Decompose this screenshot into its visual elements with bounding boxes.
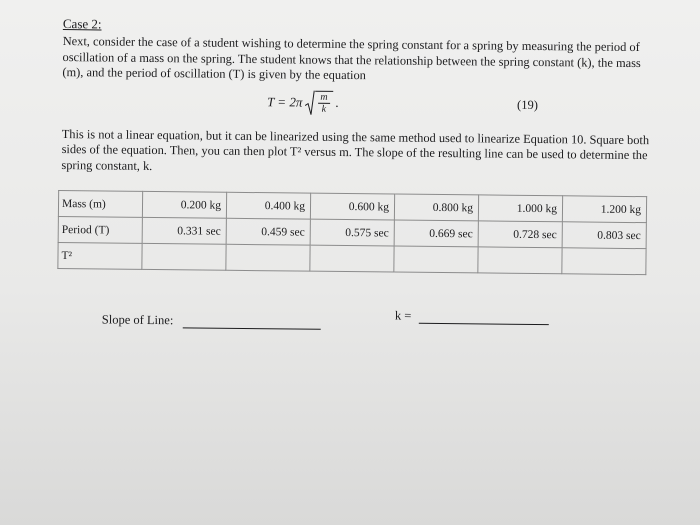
worksheet [56, 16, 658, 328]
mass-cell: 0.600 kg [310, 193, 394, 220]
equation-denominator: k [321, 103, 327, 115]
radical-sign-icon [305, 89, 315, 115]
period-cell: 0.459 sec [226, 218, 310, 245]
slope-field [102, 312, 321, 329]
period-cell: 0.575 sec [310, 219, 394, 246]
mass-cell: 1.000 kg [478, 195, 562, 222]
t-squared-cell[interactable] [226, 244, 310, 271]
period-cell: 0.331 sec [142, 217, 226, 244]
slope-answer-line[interactable] [182, 327, 320, 329]
t-squared-label: T² [58, 243, 142, 270]
period-label: Period (T) [58, 217, 142, 244]
intro-paragraph: Next, consider the case of a student wishing to determine the spring constant for a spring by measuring the period of oscillation of a mass on the spring. The student knows that the relationship between the spring constant (k), the mass (m), and the period of oscillation (T) is given by the equation [62, 34, 641, 83]
mass-cell: 0.200 kg [142, 191, 226, 218]
equation-number: (19) [517, 97, 539, 112]
mass-cell: 1.200 kg [562, 196, 646, 223]
mass-cell: 0.800 kg [394, 194, 478, 221]
period-cell: 0.803 sec [562, 222, 646, 249]
data-table [57, 190, 647, 275]
t-squared-cell[interactable] [478, 247, 562, 274]
slope-label: Slope of Line: [101, 312, 174, 328]
square-root: $\frac{m}{k}$ . [305, 89, 339, 115]
equation-row [57, 82, 657, 132]
t-squared-cell[interactable] [310, 245, 394, 272]
t-squared-cell[interactable] [142, 243, 226, 270]
explanation-paragraph: This is not a linear equation, but it can be linearized using the same method used to linearize Equation 10. Square both sides of the equation. Then, you can then plot T² versus m. The slope of the resulting line can be used to determine the spring constant, k. [61, 126, 650, 173]
equation-numerator: m [318, 91, 329, 103]
case-heading: Case 2: [62, 16, 102, 32]
k-label: k = [394, 308, 412, 323]
t-squared-row [58, 243, 646, 275]
t-squared-cell[interactable] [394, 246, 478, 273]
mass-cell: 0.400 kg [226, 192, 310, 219]
k-answer-line[interactable] [418, 323, 548, 325]
t-squared-cell[interactable] [562, 248, 646, 275]
k-field [395, 309, 549, 326]
period-equation [267, 89, 339, 116]
equation-lhs: T = 2π [267, 93, 303, 110]
period-cell: 0.669 sec [394, 220, 478, 247]
mass-label: Mass (m) [58, 191, 142, 218]
period-cell: 0.728 sec [478, 221, 562, 248]
